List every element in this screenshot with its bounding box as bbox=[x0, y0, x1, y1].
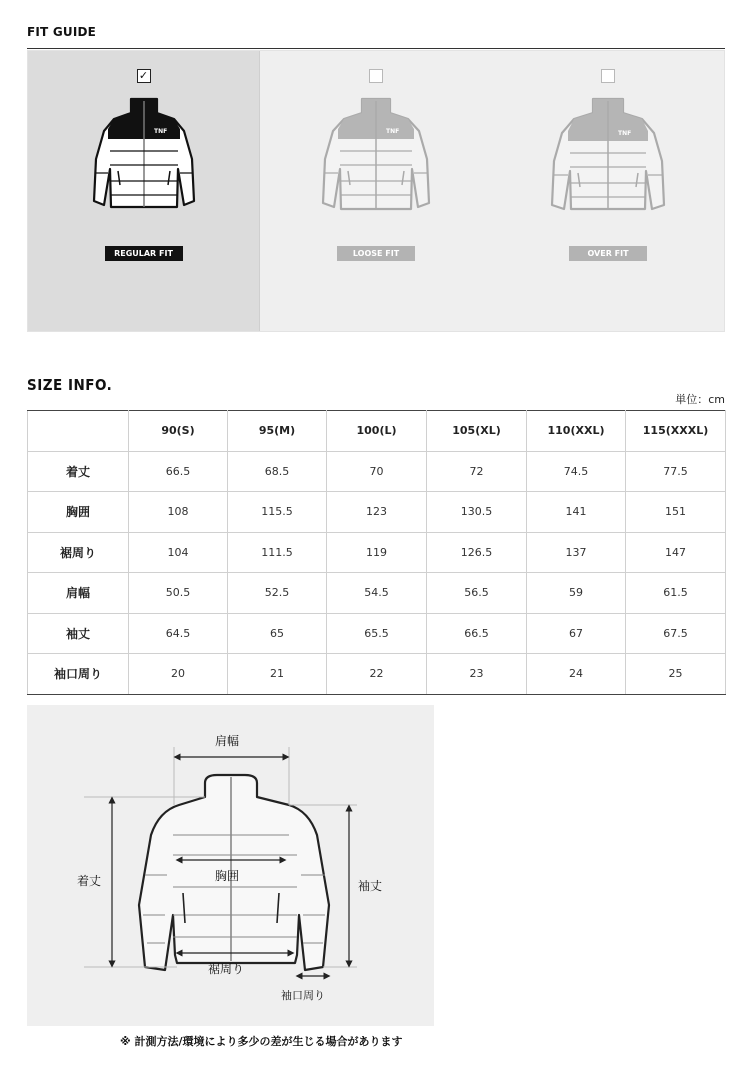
jacket-loose-icon bbox=[306, 89, 446, 229]
fit-guide-panel bbox=[27, 50, 725, 332]
row-label: 裾周り bbox=[28, 532, 129, 573]
table-cell: 65 bbox=[228, 613, 327, 654]
table-cell: 20 bbox=[129, 654, 228, 695]
label-hem: 裾周り bbox=[208, 962, 245, 976]
row-label: 袖口周り bbox=[28, 654, 129, 695]
header-size: 110(XXL) bbox=[527, 411, 626, 452]
header-size: 115(XXXL) bbox=[626, 411, 726, 452]
fit-option-over[interactable] bbox=[492, 51, 724, 331]
label-cuff: 袖口周り bbox=[281, 989, 325, 1002]
table-cell: 59 bbox=[527, 573, 626, 614]
table-cell: 72 bbox=[427, 451, 527, 492]
fit-guide-title: FIT GUIDE bbox=[27, 25, 97, 39]
table-cell: 66.5 bbox=[427, 613, 527, 654]
table-cell: 111.5 bbox=[228, 532, 327, 573]
unit-label: 単位：cm bbox=[675, 393, 725, 406]
table-row bbox=[28, 451, 726, 492]
size-info-title: SIZE INFO. bbox=[27, 376, 113, 394]
row-label: 袖丈 bbox=[28, 613, 129, 654]
table-row bbox=[28, 492, 726, 533]
table-cell: 119 bbox=[327, 532, 427, 573]
table-row bbox=[28, 532, 726, 573]
table-cell: 21 bbox=[228, 654, 327, 695]
table-cell: 54.5 bbox=[327, 573, 427, 614]
measurement-note: ※ 計測方法/環境により多少の差が生じる場合があります bbox=[120, 1035, 403, 1048]
header-size: 95(M) bbox=[228, 411, 327, 452]
fit-option-loose[interactable] bbox=[260, 51, 492, 331]
header-size: 90(S) bbox=[129, 411, 228, 452]
table-cell: 151 bbox=[626, 492, 726, 533]
fit-checkbox-regular[interactable]: ✓ bbox=[137, 69, 151, 83]
fit-label-over: OVER FIT bbox=[569, 246, 647, 261]
table-cell: 23 bbox=[427, 654, 527, 695]
table-cell: 137 bbox=[527, 532, 626, 573]
table-row bbox=[28, 613, 726, 654]
fit-checkbox-over[interactable] bbox=[601, 69, 615, 83]
table-cell: 70 bbox=[327, 451, 427, 492]
table-cell: 130.5 bbox=[427, 492, 527, 533]
row-label: 胸囲 bbox=[28, 492, 129, 533]
svg-text:TNF: TNF bbox=[618, 130, 632, 137]
table-cell: 65.5 bbox=[327, 613, 427, 654]
svg-text:TNF: TNF bbox=[153, 128, 167, 135]
label-shoulder: 肩幅 bbox=[215, 734, 240, 748]
measurement-diagram bbox=[27, 705, 434, 1026]
table-cell: 126.5 bbox=[427, 532, 527, 573]
table-cell: 24 bbox=[527, 654, 626, 695]
table-cell: 108 bbox=[129, 492, 228, 533]
header-size: 100(L) bbox=[327, 411, 427, 452]
table-row bbox=[28, 654, 726, 695]
fit-label-regular: REGULAR FIT bbox=[105, 246, 183, 261]
label-chest: 胸囲 bbox=[215, 869, 240, 883]
label-length: 着丈 bbox=[77, 874, 102, 888]
table-cell: 67.5 bbox=[626, 613, 726, 654]
table-cell: 123 bbox=[327, 492, 427, 533]
table-cell: 68.5 bbox=[228, 451, 327, 492]
jacket-over-icon bbox=[538, 89, 678, 229]
row-label: 着丈 bbox=[28, 451, 129, 492]
table-cell: 77.5 bbox=[626, 451, 726, 492]
table-row bbox=[28, 573, 726, 614]
svg-text:TNF: TNF bbox=[386, 128, 400, 135]
label-sleeve: 袖丈 bbox=[358, 879, 383, 893]
table-cell: 25 bbox=[626, 654, 726, 695]
table-cell: 22 bbox=[327, 654, 427, 695]
table-cell: 64.5 bbox=[129, 613, 228, 654]
fit-option-regular[interactable] bbox=[28, 51, 260, 331]
table-cell: 50.5 bbox=[129, 573, 228, 614]
table-cell: 67 bbox=[527, 613, 626, 654]
table-cell: 141 bbox=[527, 492, 626, 533]
table-cell: 115.5 bbox=[228, 492, 327, 533]
fit-guide-divider bbox=[27, 48, 725, 49]
header-size: 105(XL) bbox=[427, 411, 527, 452]
fit-label-loose: LOOSE FIT bbox=[337, 246, 415, 261]
header-corner bbox=[28, 411, 129, 452]
jacket-measurement-icon bbox=[27, 705, 434, 1026]
table-cell: 74.5 bbox=[527, 451, 626, 492]
table-cell: 66.5 bbox=[129, 451, 228, 492]
fit-checkbox-loose[interactable] bbox=[369, 69, 383, 83]
row-label: 肩幅 bbox=[28, 573, 129, 614]
table-cell: 147 bbox=[626, 532, 726, 573]
table-cell: 52.5 bbox=[228, 573, 327, 614]
jacket-regular-icon bbox=[74, 89, 214, 229]
table-cell: 56.5 bbox=[427, 573, 527, 614]
table-cell: 61.5 bbox=[626, 573, 726, 614]
size-table bbox=[27, 410, 726, 695]
size-table-header bbox=[28, 411, 726, 452]
table-cell: 104 bbox=[129, 532, 228, 573]
